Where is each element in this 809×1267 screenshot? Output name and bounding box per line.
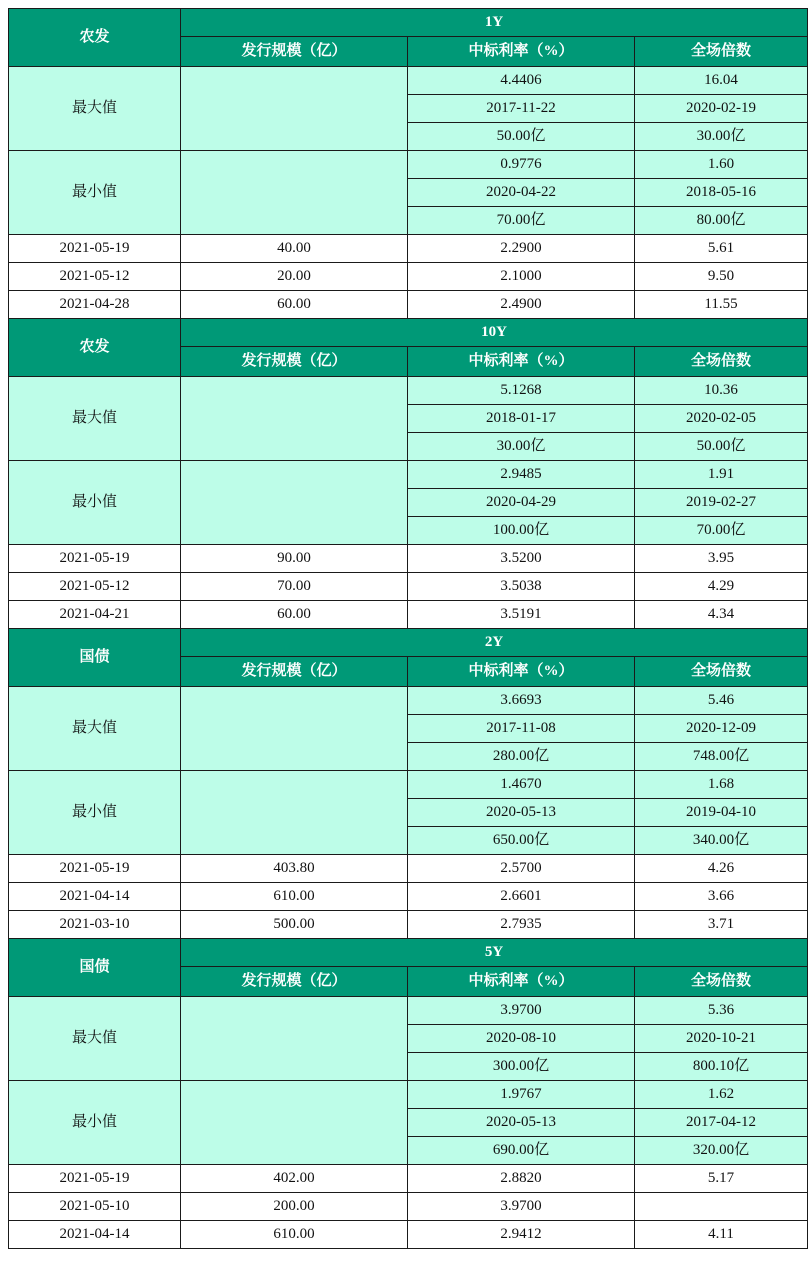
winning-rate-cell: 2.4900 bbox=[408, 291, 635, 319]
max-stat-multiple-cell: 2020-10-21 bbox=[635, 1025, 808, 1053]
min-stat-multiple-cell: 2019-02-27 bbox=[635, 489, 808, 517]
max-stat-multiple-cell: 2020-02-19 bbox=[635, 95, 808, 123]
max-stat-size-empty bbox=[181, 997, 408, 1081]
max-stat-rate-cell: 4.4406 bbox=[408, 67, 635, 95]
issue-size-header: 发行规模（亿） bbox=[181, 967, 408, 997]
table-row bbox=[9, 263, 808, 291]
min-stat-label: 最小值 bbox=[9, 461, 181, 545]
min-stat-multiple-cell: 1.62 bbox=[635, 1081, 808, 1109]
bid-multiple-cell: 11.55 bbox=[635, 291, 808, 319]
max-stat-rate-cell: 50.00亿 bbox=[408, 123, 635, 151]
min-stat-rate-cell: 650.00亿 bbox=[408, 827, 635, 855]
min-stat-multiple-cell: 80.00亿 bbox=[635, 207, 808, 235]
min-stat-multiple-cell: 2017-04-12 bbox=[635, 1109, 808, 1137]
issue-size-cell: 402.00 bbox=[181, 1165, 408, 1193]
issue-size-cell: 610.00 bbox=[181, 1221, 408, 1249]
min-stat-multiple-cell: 2019-04-10 bbox=[635, 799, 808, 827]
max-stat-rate-cell: 2017-11-08 bbox=[408, 715, 635, 743]
issuer-header: 农发 bbox=[9, 319, 181, 377]
min-stat-row bbox=[9, 461, 808, 489]
issue-size-cell: 60.00 bbox=[181, 601, 408, 629]
winning-rate-cell: 3.5200 bbox=[408, 545, 635, 573]
bid-multiple-cell: 9.50 bbox=[635, 263, 808, 291]
bid-multiple-header: 全场倍数 bbox=[635, 967, 808, 997]
issue-size-cell: 200.00 bbox=[181, 1193, 408, 1221]
bid-multiple-cell: 4.34 bbox=[635, 601, 808, 629]
max-stat-multiple-cell: 30.00亿 bbox=[635, 123, 808, 151]
block-header-row bbox=[9, 629, 808, 657]
table-row bbox=[9, 883, 808, 911]
table-row bbox=[9, 573, 808, 601]
max-stat-multiple-cell: 10.36 bbox=[635, 377, 808, 405]
issuer-header: 国债 bbox=[9, 629, 181, 687]
auction-date-cell: 2021-04-14 bbox=[9, 883, 181, 911]
min-stat-multiple-cell: 340.00亿 bbox=[635, 827, 808, 855]
min-stat-row bbox=[9, 771, 808, 799]
min-stat-row bbox=[9, 1081, 808, 1109]
table-row bbox=[9, 1165, 808, 1193]
max-stat-rate-cell: 2017-11-22 bbox=[408, 95, 635, 123]
max-stat-multiple-cell: 2020-12-09 bbox=[635, 715, 808, 743]
max-stat-multiple-cell: 50.00亿 bbox=[635, 433, 808, 461]
bid-multiple-header: 全场倍数 bbox=[635, 347, 808, 377]
tenor-header: 2Y bbox=[181, 629, 808, 657]
max-stat-label: 最大值 bbox=[9, 377, 181, 461]
max-stat-multiple-cell: 748.00亿 bbox=[635, 743, 808, 771]
table-row bbox=[9, 601, 808, 629]
max-stat-size-empty bbox=[181, 687, 408, 771]
issue-size-cell: 610.00 bbox=[181, 883, 408, 911]
bid-multiple-cell: 5.61 bbox=[635, 235, 808, 263]
winning-rate-header: 中标利率（%） bbox=[408, 37, 635, 67]
tenor-header: 10Y bbox=[181, 319, 808, 347]
auction-date-cell: 2021-05-10 bbox=[9, 1193, 181, 1221]
min-stat-rate-cell: 1.4670 bbox=[408, 771, 635, 799]
max-stat-multiple-cell: 2020-02-05 bbox=[635, 405, 808, 433]
bid-multiple-cell: 4.11 bbox=[635, 1221, 808, 1249]
block-header-row bbox=[9, 9, 808, 37]
bid-multiple-header: 全场倍数 bbox=[635, 37, 808, 67]
bid-multiple-header: 全场倍数 bbox=[635, 657, 808, 687]
max-stat-rate-cell: 280.00亿 bbox=[408, 743, 635, 771]
max-stat-rate-cell: 300.00亿 bbox=[408, 1053, 635, 1081]
winning-rate-header: 中标利率（%） bbox=[408, 657, 635, 687]
issuer-header: 农发 bbox=[9, 9, 181, 67]
min-stat-multiple-cell: 1.91 bbox=[635, 461, 808, 489]
max-stat-size-empty bbox=[181, 377, 408, 461]
block-header-row bbox=[9, 939, 808, 967]
issue-size-cell: 40.00 bbox=[181, 235, 408, 263]
max-stat-multiple-cell: 800.10亿 bbox=[635, 1053, 808, 1081]
bid-multiple-cell: 5.17 bbox=[635, 1165, 808, 1193]
bid-multiple-cell: 3.71 bbox=[635, 911, 808, 939]
winning-rate-cell: 2.7935 bbox=[408, 911, 635, 939]
min-stat-rate-cell: 1.9767 bbox=[408, 1081, 635, 1109]
auction-date-cell: 2021-04-28 bbox=[9, 291, 181, 319]
max-stat-rate-cell: 3.6693 bbox=[408, 687, 635, 715]
min-stat-rate-cell: 2020-04-22 bbox=[408, 179, 635, 207]
min-stat-rate-cell: 100.00亿 bbox=[408, 517, 635, 545]
winning-rate-cell: 2.8820 bbox=[408, 1165, 635, 1193]
max-stat-row bbox=[9, 687, 808, 715]
issue-size-header: 发行规模（亿） bbox=[181, 657, 408, 687]
min-stat-size-empty bbox=[181, 151, 408, 235]
max-stat-size-empty bbox=[181, 67, 408, 151]
auction-date-cell: 2021-04-21 bbox=[9, 601, 181, 629]
issue-size-cell: 70.00 bbox=[181, 573, 408, 601]
table-row bbox=[9, 855, 808, 883]
min-stat-multiple-cell: 1.68 bbox=[635, 771, 808, 799]
min-stat-rate-cell: 70.00亿 bbox=[408, 207, 635, 235]
tenor-header: 5Y bbox=[181, 939, 808, 967]
tenor-header: 1Y bbox=[181, 9, 808, 37]
min-stat-rate-cell: 2.9485 bbox=[408, 461, 635, 489]
min-stat-rate-cell: 0.9776 bbox=[408, 151, 635, 179]
min-stat-size-empty bbox=[181, 1081, 408, 1165]
max-stat-rate-cell: 3.9700 bbox=[408, 997, 635, 1025]
min-stat-size-empty bbox=[181, 461, 408, 545]
bid-multiple-cell: 4.26 bbox=[635, 855, 808, 883]
max-stat-multiple-cell: 5.36 bbox=[635, 997, 808, 1025]
table-row bbox=[9, 1221, 808, 1249]
auction-stats-table bbox=[8, 8, 808, 1249]
issue-size-cell: 403.80 bbox=[181, 855, 408, 883]
max-stat-rate-cell: 30.00亿 bbox=[408, 433, 635, 461]
table-row bbox=[9, 1193, 808, 1221]
max-stat-row bbox=[9, 67, 808, 95]
min-stat-multiple-cell: 70.00亿 bbox=[635, 517, 808, 545]
auction-date-cell: 2021-05-19 bbox=[9, 855, 181, 883]
issue-size-header: 发行规模（亿） bbox=[181, 347, 408, 377]
winning-rate-cell: 3.9700 bbox=[408, 1193, 635, 1221]
auction-stats-body bbox=[9, 9, 808, 1249]
min-stat-multiple-cell: 2018-05-16 bbox=[635, 179, 808, 207]
max-stat-multiple-cell: 5.46 bbox=[635, 687, 808, 715]
max-stat-row bbox=[9, 997, 808, 1025]
min-stat-label: 最小值 bbox=[9, 1081, 181, 1165]
winning-rate-header: 中标利率（%） bbox=[408, 347, 635, 377]
bid-multiple-cell: 4.29 bbox=[635, 573, 808, 601]
auction-date-cell: 2021-05-19 bbox=[9, 235, 181, 263]
bid-multiple-cell: 3.66 bbox=[635, 883, 808, 911]
min-stat-label: 最小值 bbox=[9, 771, 181, 855]
winning-rate-cell: 3.5191 bbox=[408, 601, 635, 629]
block-header-row bbox=[9, 319, 808, 347]
winning-rate-cell: 2.2900 bbox=[408, 235, 635, 263]
winning-rate-cell: 2.9412 bbox=[408, 1221, 635, 1249]
min-stat-rate-cell: 2020-05-13 bbox=[408, 799, 635, 827]
min-stat-rate-cell: 2020-05-13 bbox=[408, 1109, 635, 1137]
max-stat-label: 最大值 bbox=[9, 997, 181, 1081]
min-stat-multiple-cell: 320.00亿 bbox=[635, 1137, 808, 1165]
winning-rate-cell: 2.6601 bbox=[408, 883, 635, 911]
winning-rate-cell: 2.1000 bbox=[408, 263, 635, 291]
min-stat-multiple-cell: 1.60 bbox=[635, 151, 808, 179]
auction-date-cell: 2021-05-12 bbox=[9, 263, 181, 291]
auction-date-cell: 2021-05-12 bbox=[9, 573, 181, 601]
table-row bbox=[9, 291, 808, 319]
auction-date-cell: 2021-04-14 bbox=[9, 1221, 181, 1249]
issuer-header: 国债 bbox=[9, 939, 181, 997]
min-stat-rate-cell: 2020-04-29 bbox=[408, 489, 635, 517]
bid-multiple-cell: 3.95 bbox=[635, 545, 808, 573]
max-stat-label: 最大值 bbox=[9, 687, 181, 771]
bid-multiple-cell bbox=[635, 1193, 808, 1221]
issue-size-header: 发行规模（亿） bbox=[181, 37, 408, 67]
winning-rate-header: 中标利率（%） bbox=[408, 967, 635, 997]
auction-date-cell: 2021-05-19 bbox=[9, 1165, 181, 1193]
auction-date-cell: 2021-05-19 bbox=[9, 545, 181, 573]
max-stat-multiple-cell: 16.04 bbox=[635, 67, 808, 95]
auction-stats-table-container bbox=[8, 8, 807, 1249]
winning-rate-cell: 3.5038 bbox=[408, 573, 635, 601]
table-row bbox=[9, 911, 808, 939]
table-row bbox=[9, 545, 808, 573]
max-stat-rate-cell: 5.1268 bbox=[408, 377, 635, 405]
auction-date-cell: 2021-03-10 bbox=[9, 911, 181, 939]
min-stat-row bbox=[9, 151, 808, 179]
winning-rate-cell: 2.5700 bbox=[408, 855, 635, 883]
max-stat-rate-cell: 2020-08-10 bbox=[408, 1025, 635, 1053]
issue-size-cell: 500.00 bbox=[181, 911, 408, 939]
max-stat-rate-cell: 2018-01-17 bbox=[408, 405, 635, 433]
issue-size-cell: 60.00 bbox=[181, 291, 408, 319]
max-stat-row bbox=[9, 377, 808, 405]
table-row bbox=[9, 235, 808, 263]
min-stat-rate-cell: 690.00亿 bbox=[408, 1137, 635, 1165]
max-stat-label: 最大值 bbox=[9, 67, 181, 151]
issue-size-cell: 20.00 bbox=[181, 263, 408, 291]
min-stat-label: 最小值 bbox=[9, 151, 181, 235]
issue-size-cell: 90.00 bbox=[181, 545, 408, 573]
min-stat-size-empty bbox=[181, 771, 408, 855]
